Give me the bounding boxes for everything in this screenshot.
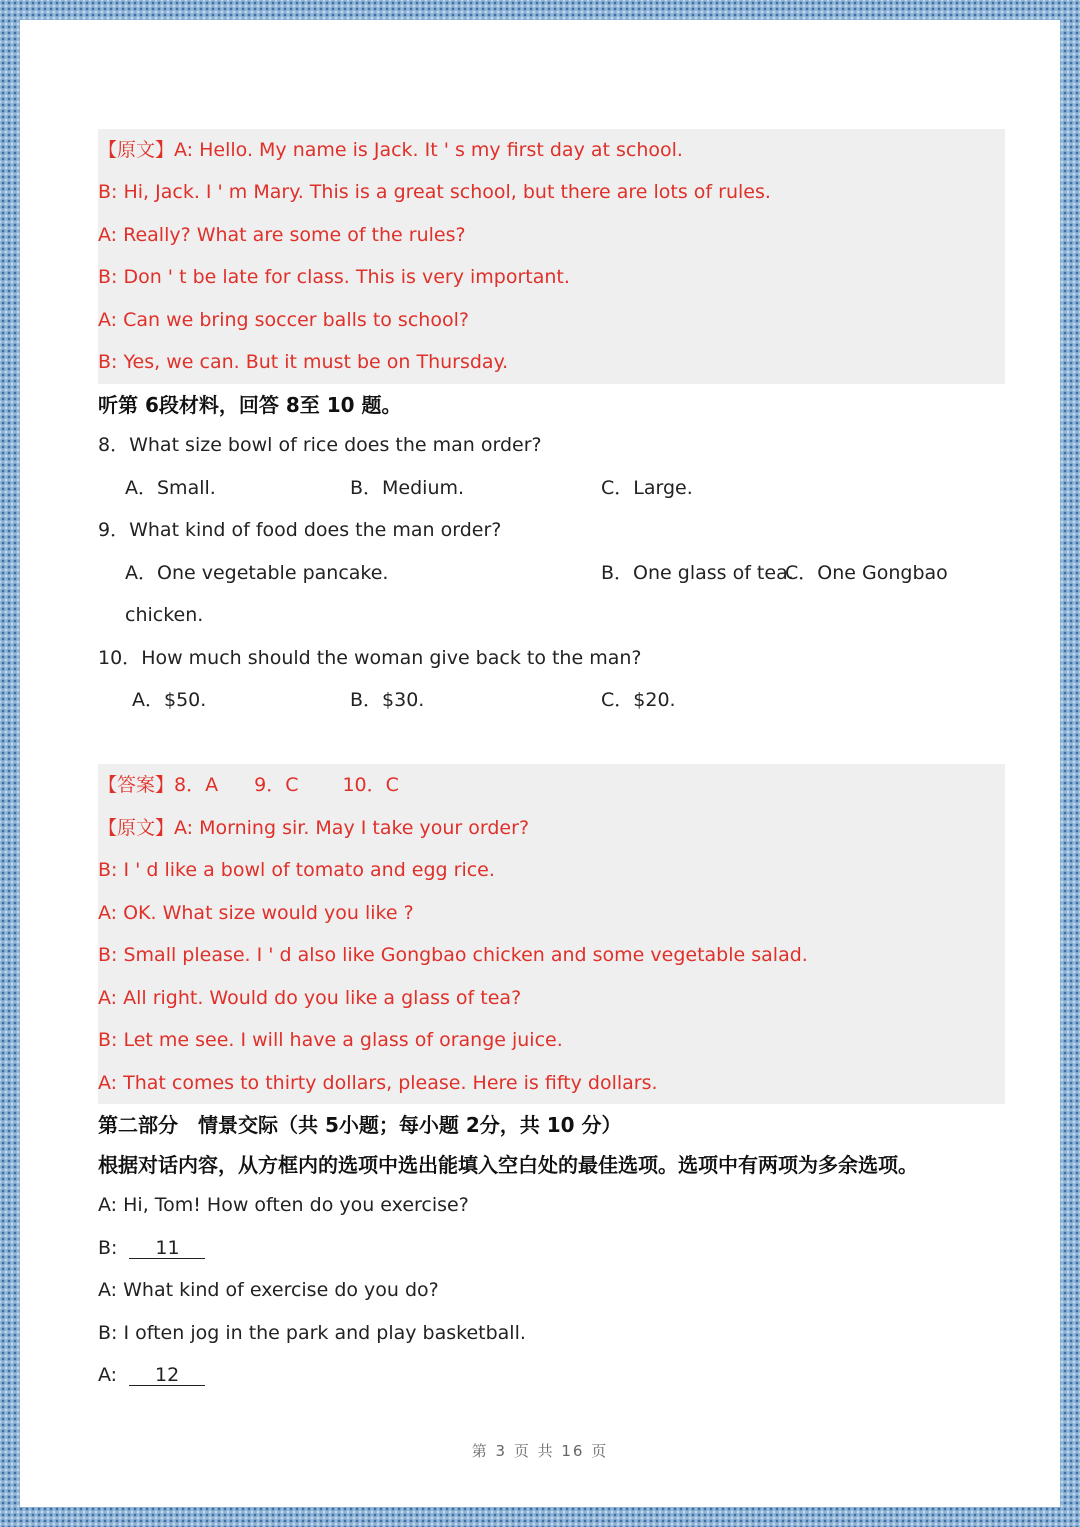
question-10: 10．How much should the woman give back to the man?: [98, 647, 642, 669]
speaker: B:: [98, 1322, 118, 1344]
transcript-line: B: Don ' t be late for class. This is very important.: [98, 266, 570, 288]
transcript-line: B: I ' d like a bowl of tomato and egg rice.: [98, 859, 495, 881]
q10-option-b: B．$30.: [350, 689, 425, 711]
q9-option-a: A．One vegetable pancake.: [125, 562, 389, 584]
q9-option-c: C．One Gongbao: [785, 562, 948, 584]
part2-instruction: 根据对话内容，从方框内的选项中选出能填入空白处的最佳选项。选项中有两项为多余选项。: [98, 1153, 918, 1177]
transcript-line: A: All right. Would do you like a glass of tea?: [98, 987, 522, 1009]
answer-block-2: [98, 764, 1005, 1104]
dialogue-line: A: Hi, Tom! How often do you exercise?: [98, 1194, 469, 1216]
q9-option-b: B．One glass of tea.: [601, 562, 794, 584]
answer-8: 8．A: [174, 774, 219, 796]
speaker: A:: [98, 1194, 118, 1216]
speaker: A:: [98, 1364, 118, 1386]
speaker: B:: [98, 1237, 118, 1259]
transcript-label: 【原文】: [98, 139, 175, 161]
speaker: A:: [98, 1279, 118, 1301]
question-8: 8．What size bowl of rice does the man order?: [98, 434, 542, 456]
dialogue-line: [98, 1363, 205, 1387]
exam-page: [20, 20, 1060, 1507]
transcript-line: A: Can we bring soccer balls to school?: [98, 309, 469, 331]
q9-option-c-wrap: chicken.: [125, 604, 204, 626]
answer-blank-11[interactable]: 11: [129, 1238, 205, 1259]
answer-10: 10．C: [342, 774, 399, 796]
question-9: 9．What kind of food does the man order?: [98, 519, 502, 541]
part2-heading: 第二部分 情景交际（共 5小题；每小题 2分，共 10 分）: [98, 1113, 622, 1137]
dialogue-line: B: I often jog in the park and play basketball.: [98, 1322, 526, 1344]
transcript-block-1: [98, 129, 1005, 384]
transcript-line: B: Yes, we can. But it must be on Thursday.: [98, 351, 509, 373]
q8-option-a: A．Small.: [125, 477, 216, 499]
q10-option-c: C．$20.: [601, 689, 676, 711]
q8-option-c: C．Large.: [601, 477, 693, 499]
transcript-line: B: Hi, Jack. I ' m Mary. This is a great school, but there are lots of rules.: [98, 181, 771, 203]
transcript-line: 【原文】A: Morning sir. May I take your order?: [98, 817, 530, 839]
dialogue-line: A: What kind of exercise do you do?: [98, 1279, 439, 1301]
dialogue-line: [98, 1236, 205, 1260]
transcript-line: A: Really? What are some of the rules?: [98, 224, 466, 246]
answer-line: [98, 773, 399, 797]
transcript-line: A: That comes to thirty dollars, please. Here is fifty dollars.: [98, 1072, 658, 1094]
section-heading: 听第 6段材料，回答 8至 10 题。: [98, 393, 402, 417]
transcript-line: A: OK. What size would you like ?: [98, 902, 414, 924]
transcript-line: B: Small please. I ' d also like Gongbao chicken and some vegetable salad.: [98, 944, 808, 966]
page-footer: 第 3 页 共 16 页: [471, 1442, 609, 1460]
answer-label: 【答案】: [98, 774, 175, 796]
answer-blank-12[interactable]: 12: [129, 1365, 205, 1386]
transcript-line: B: Let me see. I will have a glass of orange juice.: [98, 1029, 563, 1051]
q10-option-a: A．$50.: [132, 689, 207, 711]
q8-option-b: B．Medium.: [350, 477, 465, 499]
transcript-label: 【原文】: [98, 817, 175, 839]
answer-9: 9．C: [254, 774, 299, 796]
transcript-line: 【原文】A: Hello. My name is Jack. It ' s my first day at school.: [98, 139, 683, 161]
